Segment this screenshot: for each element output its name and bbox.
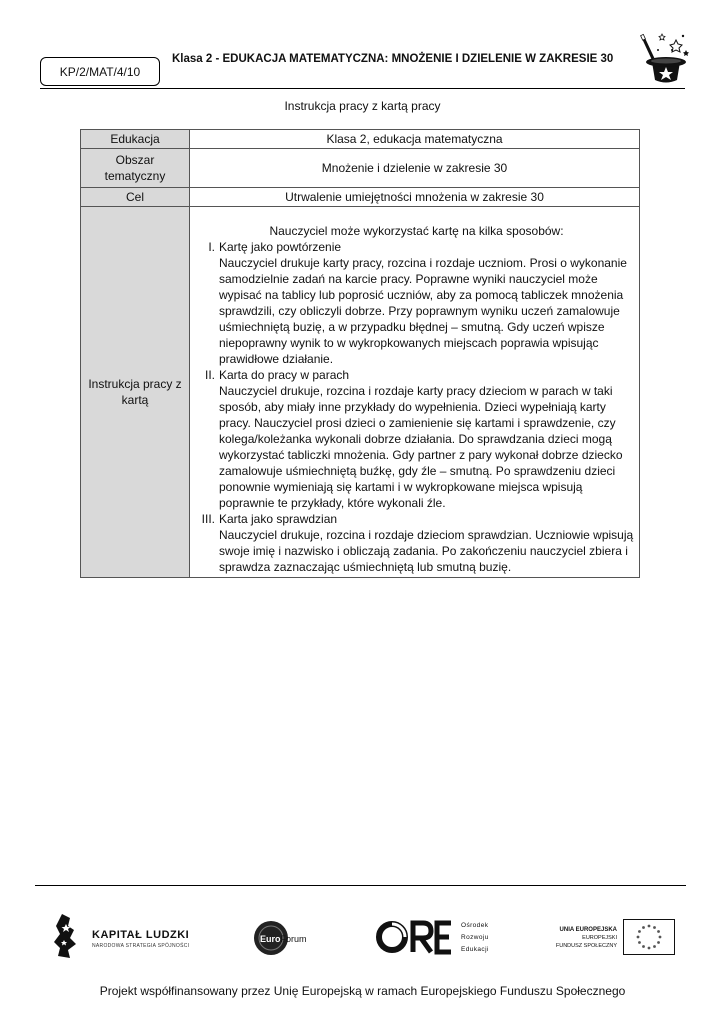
eu-flag-icon [623, 919, 675, 955]
instrukcja-label-line1: Instrukcja pracy z [88, 377, 182, 391]
section-title: Karta jako sprawdzian [219, 512, 338, 526]
eu-star [638, 941, 641, 944]
table-row [81, 149, 640, 188]
instrukcja-label [81, 207, 190, 578]
section-number: I. [208, 240, 215, 254]
eu-star [659, 936, 662, 939]
eu-line3: FUNDUSZ SPOŁECZNY [555, 943, 617, 949]
euroforum-euro: Euro [260, 934, 281, 944]
ore-line1: Ośrodek [461, 922, 489, 929]
eu-star [648, 925, 651, 928]
obszar-label [81, 149, 190, 188]
section-text: Nauczyciel drukuje karty pracy, rozcina i rozdaje uczniom. Prosi o wykonanie samodzielnie zadań na karcie pracy. Poprawne wyniki nauczyciel może wypisać na tablicy lub poprosić uczniów, aby za pomocą tabliczek mnożenia sprawdzili, czy obliczyli dobrze. Przy poprawnym wyniku uczeń zamalowuje uśmiechniętą buzię, a w przypadku błędnej – smutną. Gdy uczeń wpisze niepoprawny wynik to w wykropkowanych miejscach poprawia wpisując prawidłowe działanie. [219, 256, 627, 366]
lesson-info-table [80, 129, 640, 578]
table-row [81, 130, 640, 149]
ore-logo [375, 917, 505, 961]
instruction-section-2 [198, 367, 635, 511]
eu-star [642, 945, 645, 948]
eu-text [556, 926, 617, 950]
kapital-ludzki-title: KAPITAŁ LUDZKI [92, 929, 190, 941]
footer-divider [35, 885, 686, 886]
kapital-ludzki-logo [52, 912, 212, 960]
section-text: Nauczyciel drukuje, rozcina i rozdaje dzieciom sprawdzian. Uczniowie wpisują swoje imię i nazwisko i obliczają zadania. Po zakończeniu nauczyciel zbiera i sprawdza zaznaczając uśmiechniętą lub smutną buzię. [219, 528, 634, 574]
table-row [81, 188, 640, 207]
euroforum-text [260, 934, 307, 944]
ore-name [461, 920, 489, 956]
section-number: II. [204, 368, 215, 382]
edukacja-label: Edukacja [81, 130, 190, 149]
section-number: III. [201, 512, 215, 526]
document-title: Klasa 2 - EDUKACJA MATEMATYCZNA: MNOŻENIE I DZIELENIE W ZAKRESIE 30 [172, 53, 614, 65]
eu-star [657, 941, 660, 944]
ore-line3: Edukacji [461, 946, 489, 953]
table-row [81, 207, 640, 578]
kapital-ludzki-icon [52, 912, 82, 960]
obszar-label-line1: Obszar [115, 153, 155, 167]
header-divider [40, 88, 685, 89]
section-text: Nauczyciel drukuje, rozcina i rozdaje karty pracy dzieciom w parach w taki sposób, aby miały inne przykłady do wypełnienia. Dzieci wypełniają karty pracy. Nauczyciel prosi dzieci o zamienienie się kartami i sprawdzenie, czy kolega/koleżanka wykonali dobrze działania. Do sprawdzania dzieci mogą wykorzystać tabliczki mnożenia. Gdy partner z pary wykonał dobrze dziecko zamalowuje uśmiechniętą buźkę, gdy źle – smutną. Po sprawdzeniu dzieci ponownie wymieniają się kartami i w wykropkowane miejsca wpisują poprawnie te przykłady, które wykonali źle. [219, 384, 623, 510]
magic-hat-icon [638, 28, 694, 88]
instruction-section-1 [198, 239, 635, 367]
eu-star [638, 930, 641, 933]
eu-star [653, 926, 656, 929]
eu-logo [545, 919, 675, 959]
section-title: Karta do pracy w parach [219, 368, 350, 382]
euroforum-forum: Forum [280, 934, 307, 944]
eu-star [637, 936, 640, 939]
instruction-section-3 [198, 511, 635, 575]
edukacja-value: Klasa 2, edukacja matematyczna [190, 130, 640, 149]
obszar-value: Mnożenie i dzielenie w zakresie 30 [190, 149, 640, 188]
instruction-heading: Instrukcja pracy z kartą pracy [284, 99, 441, 113]
eu-line1: UNIA EUROPEJSKA [559, 927, 617, 933]
eu-star [653, 945, 656, 948]
section-title: Kartę jako powtórzenie [219, 240, 342, 254]
ore-logo-icon [375, 917, 453, 957]
cel-value: Utrwalenie umiejętności mnożenia w zakresie 30 [190, 188, 640, 207]
eu-star [648, 947, 651, 950]
instrukcja-intro: Nauczyciel może wykorzystać kartę na kilka sposobów: [269, 224, 564, 238]
eu-star [642, 926, 645, 929]
kapital-ludzki-subtitle: NARODOWA STRATEGIA SPÓJNOŚCI [92, 943, 190, 949]
cel-label: Cel [81, 188, 190, 207]
ore-line2: Rozwoju [461, 934, 489, 941]
footer-text: Projekt współfinansowany przez Unię Europejską w ramach Europejskiego Funduszu Społecznego [99, 984, 626, 998]
eu-line2: EUROPEJSKI [582, 935, 617, 941]
euroforum-logo [253, 920, 323, 956]
obszar-label-line2: tematyczny [104, 169, 166, 183]
eu-star [657, 930, 660, 933]
document-code: KP/2/MAT/4/10 [40, 57, 160, 86]
instrukcja-label-line2: kartą [121, 393, 149, 407]
instrukcja-content [190, 207, 640, 578]
